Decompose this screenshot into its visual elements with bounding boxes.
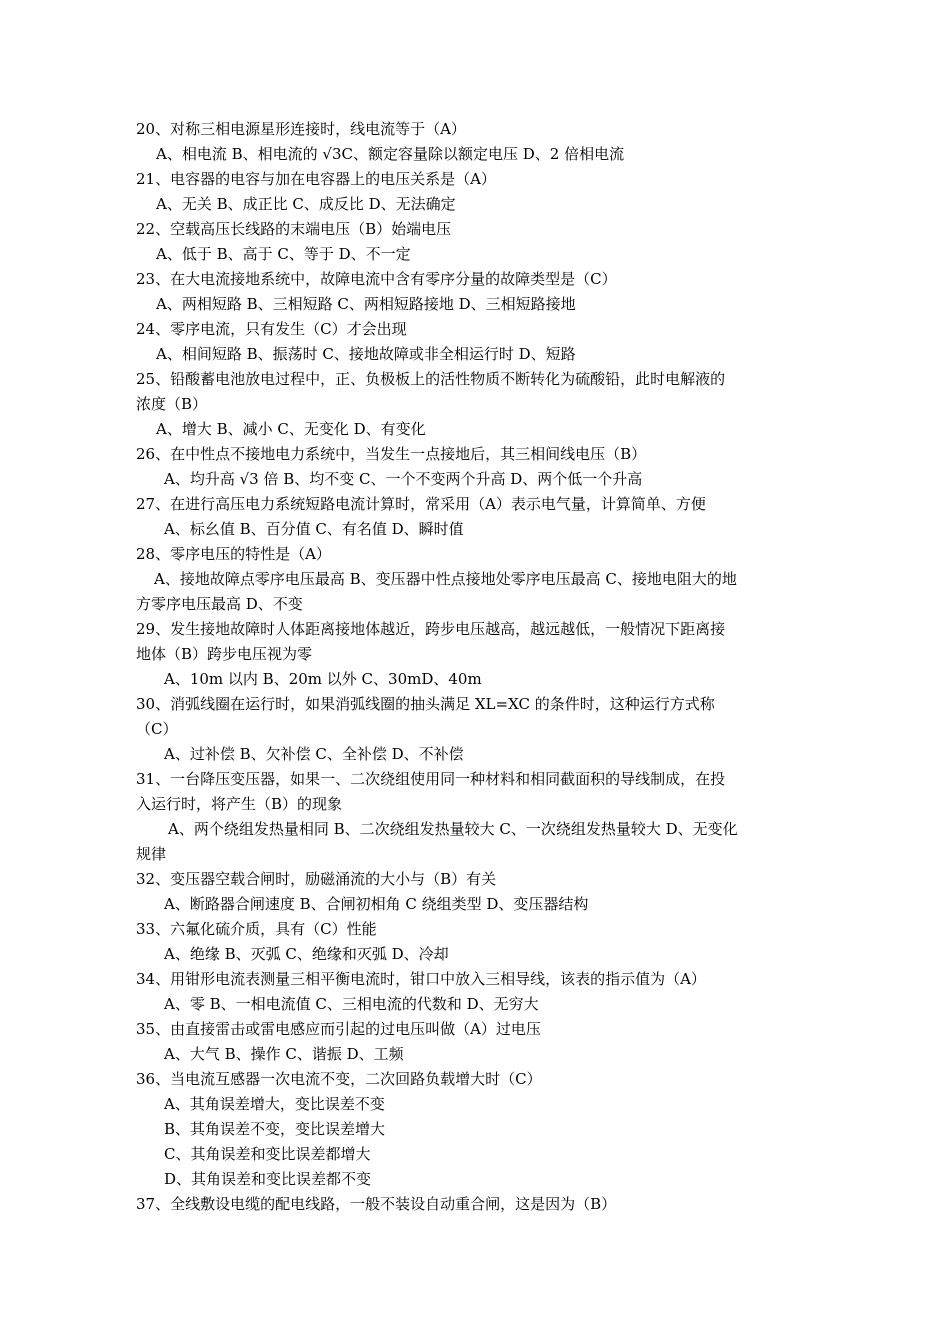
question-line: 34、用钳形电流表测量三相平衡电流时，钳口中放入三相导线，该表的指示值为（A） [136,970,706,988]
options-line: A、断路器合闸速度 B、合闸初相角 C 绕组类型 D、变压器结构 [164,895,589,913]
question-line: 25、铅酸蓄电池放电过程中，正、负极板上的活性物质不断转化为硫酸铅，此时电解液的 [136,370,726,388]
options-line: A、10m 以内 B、20m 以外 C、30mD、40m [164,670,482,688]
question-line: 35、由直接雷击或雷电感应而引起的过电压叫做（A）过电压 [136,1020,541,1038]
options-line: A、相电流 B、相电流的 √3C、额定容量除以额定电压 D、2 倍相电流 [156,145,625,163]
options-line: B、其角误差不变，变比误差增大 [164,1120,386,1138]
continuation-line: 入运行时，将产生（B）的现象 [136,795,343,813]
options-line: A、接地故障点零序电压最高 B、变压器中性点接地处零序电压最高 C、接地电阻大的地 [154,570,737,588]
options-line: A、增大 B、减小 C、无变化 D、有变化 [156,420,426,438]
options-line: A、其角误差增大，变比误差不变 [164,1095,385,1113]
question-line: 31、一台降压变压器，如果一、二次绕组使用同一种材料和相同截面积的导线制成，在投 [136,770,726,788]
options-line: A、无关 B、成正比 C、成反比 D、无法确定 [156,195,456,213]
question-line: 24、零序电流，只有发生（C）才会出现 [136,320,407,338]
continuation-line: 规律 [136,845,167,863]
options-line: A、绝缘 B、灭弧 C、绝缘和灭弧 D、冷却 [164,945,449,963]
options-line: A、大气 B、操作 C、谐振 D、工频 [164,1045,404,1063]
continuation-line: 方零序电压最高 D、不变 [136,595,303,613]
question-line: 22、空载高压长线路的末端电压（B）始端电压 [136,220,452,238]
options-line: A、相间短路 B、振荡时 C、接地故障或非全相运行时 D、短路 [156,345,576,363]
options-line: A、两个绕组发热量相同 B、二次绕组发热量较大 C、一次绕组发热量较大 D、无变化 [168,820,738,838]
question-line: 20、对称三相电源星形连接时，线电流等于（A） [136,120,466,138]
question-line: 23、在大电流接地系统中，故障电流中含有零序分量的故障类型是（C） [136,270,617,288]
question-line: 29、发生接地故障时人体距离接地体越近，跨步电压越高，越远越低，一般情况下距离接 [136,620,726,638]
continuation-line: 浓度（B） [136,395,208,413]
question-line: 27、在进行高压电力系统短路电流计算时，常采用（A）表示电气量，计算简单、方便 [136,495,706,513]
options-line: A、过补偿 B、欠补偿 C、全补偿 D、不补偿 [164,745,464,763]
options-line: C、其角误差和变比误差都增大 [164,1145,371,1163]
question-line: 30、消弧线圈在运行时，如果消弧线圈的抽头满足 XL=XC 的条件时，这种运行方式称 [136,695,715,713]
question-line: 26、在中性点不接地电力系统中，当发生一点接地后，其三相间线电压（B） [136,445,647,463]
continuation-line: 地体（B）跨步电压视为零 [136,645,313,663]
continuation-line: （C） [136,720,178,738]
question-line: 32、变压器空载合闸时，励磁涌流的大小与（B）有关 [136,870,497,888]
question-line: 36、当电流互感器一次电流不变，二次回路负载增大时（C） [136,1070,542,1088]
question-line: 21、电容器的电容与加在电容器上的电压关系是（A） [136,170,496,188]
question-line: 33、六氟化硫介质，具有（C）性能 [136,920,377,938]
options-line: A、两相短路 B、三相短路 C、两相短路接地 D、三相短路接地 [156,295,576,313]
options-line: A、标幺值 B、百分值 C、有名值 D、瞬时值 [164,520,464,538]
options-line: A、低于 B、高于 C、等于 D、不一定 [156,245,411,263]
options-line: D、其角误差和变比误差都不变 [164,1170,372,1188]
document-page [136,117,816,1217]
options-line: A、零 B、一相电流值 C、三相电流的代数和 D、无穷大 [164,995,539,1013]
options-line: A、均升高 √3 倍 B、均不变 C、一个不变两个升高 D、两个低一个升高 [164,470,643,488]
question-line: 28、零序电压的特性是（A） [136,545,331,563]
question-line: 37、全线敷设电缆的配电线路，一般不装设自动重合闸，这是因为（B） [136,1195,617,1213]
